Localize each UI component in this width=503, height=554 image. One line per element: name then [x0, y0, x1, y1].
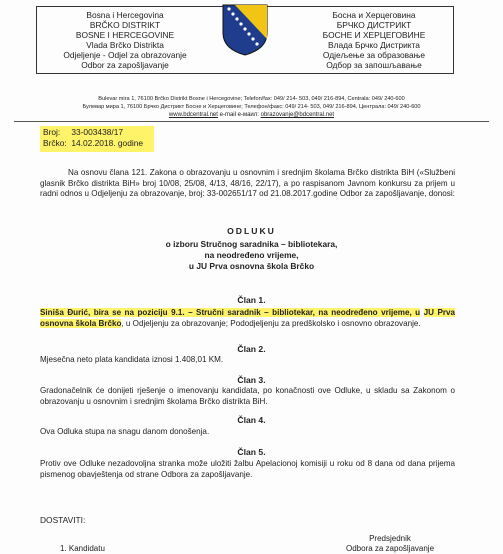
- subtitle-line: u JU Prva osnovna škola Brčko: [188, 261, 315, 271]
- article-heading: Član 2.: [237, 344, 266, 354]
- letterhead-right-line: БРЧКО ДИСТРИКТ: [336, 20, 412, 30]
- article-5-text: Protiv ove Odluke nezadovoljna stranka može uložiti žalbu Apelacionoj komisiji u roku od 8 dana od dana prijema pismenog obavještenja od strane Odbora za zapošljavanje.: [40, 459, 455, 479]
- letterhead-right-line: Босна и Херцеговина: [332, 10, 416, 20]
- article-heading: Član 1.: [237, 295, 266, 305]
- letterhead-left-line: Vlada Brčko Distrikta: [86, 40, 164, 50]
- subtitle-line: o izboru Stručnog saradnika – bibliotekara,: [165, 239, 338, 249]
- dostaviti-label: DOSTAVITI:: [40, 515, 86, 525]
- intro-paragraph: Na osnovu člana 121. Zakona o obrazovanju u osnovnim i srednjim školama Brčko distrikta BiH («Službeni glasnik Brčko distrikta BiH» broj 10/08, 25/08, 4/13, 48/16, 22/17), a po raspisanom Javnom konkursu za prijem u radni odnos u Odjeljenju za obrazovanje, broj: 33-002651/17 od 21.08.2017.godine Odbor za zapošljavanje, donosi:: [40, 168, 455, 199]
- letterhead-right-line: Одбор за запошљавање: [326, 60, 422, 70]
- article-4-text: Ova Odluka stupa na snagu danom donošenja.: [40, 427, 210, 436]
- letterhead-left: [39, 10, 211, 70]
- address-latin: Bulevar mira 1, 76100 Brčko Distrikt Bosne i Hercegovine; Telefon/fax: 049/ 214- 503, 049/ 216-894, Centrala: 049/ 240-600: [98, 96, 405, 102]
- broj-label: Broj:: [43, 127, 61, 137]
- article-3-text: Gradonačelnik će donijeti rješenje o imenovanju kandidata, po konačnosti ove Odluke, u skladu sa Zakonom o obrazovanju u osnovnim i srednjim školama Brčko distrikta BiH.: [40, 386, 455, 406]
- email-label: e-mail e-маил:: [219, 112, 259, 118]
- signature-body: Odbora za zapošljavanje: [345, 544, 435, 553]
- document-title: ODLUKU: [227, 226, 276, 236]
- address-cyrillic: Булевар мира 1, 76100 Брчко Дистрикт Босне и Херцеговине; Телефон/факс: 049/ 214- 503, 049/ 216-894, Централа: 049/ 240-600: [82, 104, 421, 110]
- article-1-highlight: Siniša Đurić, bira se na poziciju 9.1. – Stručni saradnik – bibliotekar, na neodređeno vrijeme, u: [40, 308, 421, 317]
- signature-role: Predsjednik: [369, 534, 411, 543]
- article-heading: Član 3.: [237, 375, 266, 385]
- letterhead-left-line: Bosna i Hercegovina: [86, 10, 164, 20]
- letterhead-left-line: Odjeljenje - Odjel za obrazovanje: [63, 50, 187, 60]
- article-heading: Član 5.: [237, 447, 266, 457]
- letterhead-right: [288, 10, 460, 70]
- website-link[interactable]: www.bdcentral.net: [168, 112, 218, 118]
- letterhead-left-line: Odbor za zapošljavanje: [81, 60, 169, 70]
- article-1-text: [40, 308, 455, 329]
- article-heading: Član 4.: [237, 415, 266, 425]
- header-divider: [14, 121, 489, 122]
- letterhead-right-line: Влада Брчко Дистрикта: [328, 40, 420, 50]
- subtitle-line: na neodređeno vrijeme,: [204, 250, 299, 260]
- contact-line: [0, 112, 503, 118]
- letterhead-right-line: Одјељење за образовање: [322, 50, 426, 60]
- broj-value: 33-003438/17: [71, 127, 124, 137]
- letterhead-left-line: BOSNE I HERCEGOVINE: [75, 30, 175, 40]
- letterhead-left-line: BRČKO DISTRIKT: [89, 20, 161, 30]
- article-2-text: Mjesečna neto plata kandidata iznosi 1.408,01 KM.: [40, 355, 224, 364]
- signature-title: [340, 534, 440, 554]
- article-1-rest: , u Odjeljenju za obrazovanje; Pododjeljenju za predškolsko i osnovno obrazovanje.: [121, 318, 421, 328]
- school-name-highlight: JU Prva osnovna škola Brčko: [40, 308, 456, 328]
- brcko-value: 14.02.2018. godine: [71, 138, 144, 148]
- brcko-label: Brčko:: [43, 138, 67, 148]
- letterhead-right-line: БОСНЕ И ХЕРЦЕГОВИНЕ: [322, 30, 426, 40]
- email-link[interactable]: obrazovanje@bdcentral.net: [260, 112, 335, 118]
- recipient-item: 1. Kandidatu: [60, 544, 105, 553]
- reference-block: [40, 126, 154, 152]
- coat-of-arms-icon: [221, 3, 269, 57]
